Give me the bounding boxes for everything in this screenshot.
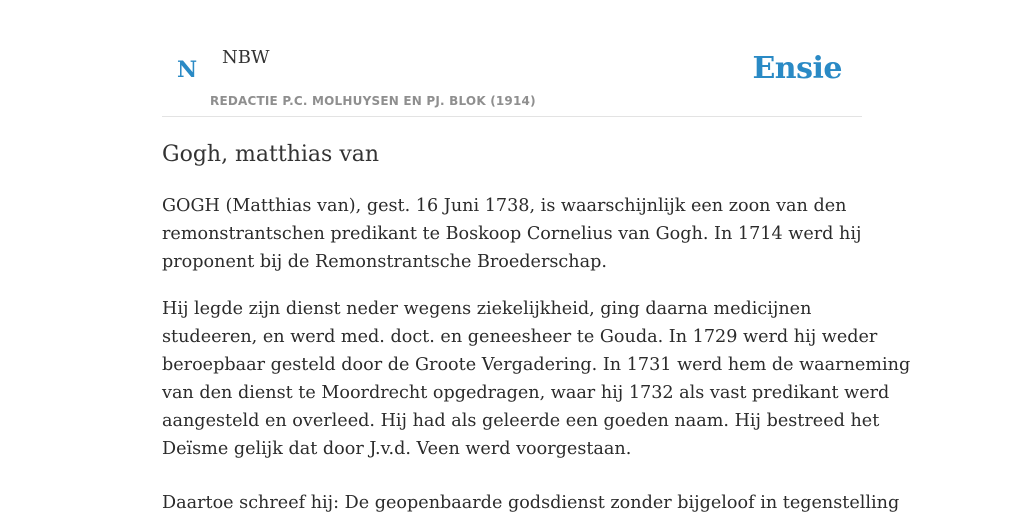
paragraph-line: beroepbaar gesteld door de Groote Vergadering. In 1731 werd hem de waarneming: [162, 355, 911, 375]
brand-logo[interactable]: Ensie: [752, 51, 842, 86]
article-paragraph: [162, 295, 911, 463]
paragraph-line: remonstrantschen predikant te Boskoop Cornelius van Gogh. In 1714 werd hij: [162, 224, 862, 244]
page-title: Gogh, matthias van: [162, 142, 380, 167]
source-editors: REDACTIE P.C. MOLHUYSEN EN PJ. BLOK (1914): [210, 94, 536, 108]
paragraph-line: van den dienst te Moordrecht opgedragen, waar hij 1732 als vast predikant werd: [162, 383, 890, 403]
paragraph-line: Deïsme gelijk dat door J.v.d. Veen werd voorgestaan.: [162, 439, 632, 459]
article-paragraph: [162, 192, 862, 276]
article-paragraph: [162, 489, 900, 517]
paragraph-line: Hij legde zijn dienst neder wegens ziekelijkheid, ging daarna medicijnen: [162, 299, 812, 319]
paragraph-line: Daartoe schreef hij: De geopenbaarde godsdienst zonder bijgeloof in tegenstelling: [162, 493, 900, 513]
paragraph-line: GOGH (Matthias van), gest. 16 Juni 1738, is waarschijnlijk een zoon van den: [162, 196, 847, 216]
source-logo[interactable]: N: [177, 57, 198, 83]
article-header: [162, 0, 862, 117]
paragraph-line: studeeren, en werd med. doct. en geneesheer te Gouda. In 1729 werd hij weder: [162, 327, 878, 347]
paragraph-line: aangesteld en overleed. Hij had als geleerde een goeden naam. Hij bestreed het: [162, 411, 880, 431]
paragraph-line: proponent bij de Remonstrantsche Broederschap.: [162, 252, 607, 272]
article-page: [162, 0, 911, 513]
source-name[interactable]: NBW: [222, 47, 270, 68]
